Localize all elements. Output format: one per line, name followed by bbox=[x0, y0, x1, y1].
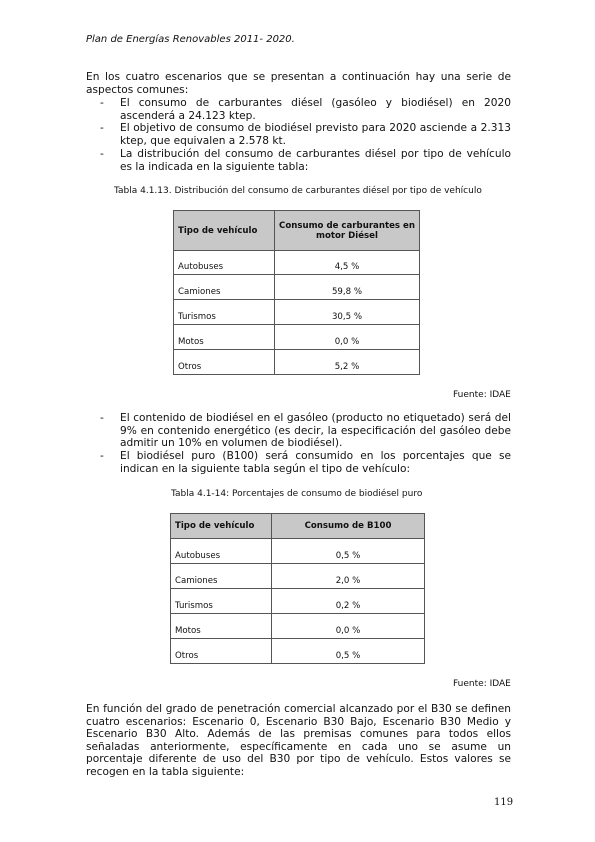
table-cell-vehicle: Camiones bbox=[174, 275, 275, 300]
table-row bbox=[171, 614, 425, 639]
table-cell-value: 30,5 % bbox=[275, 300, 420, 325]
bullet-text: La distribución del consumo de carburantes diésel por tipo de vehículo es la indicada en la siguiente tabla: bbox=[120, 148, 511, 173]
table1-header-consumption: Consumo de carburantes en motor Diésel bbox=[275, 211, 420, 251]
table-cell-value: 0,0 % bbox=[275, 325, 420, 350]
table2-header-consumption: Consumo de B100 bbox=[272, 514, 425, 539]
table-cell-value: 0,0 % bbox=[272, 614, 425, 639]
table-row bbox=[171, 539, 425, 564]
bullet-text: El objetivo de consumo de biodiésel previsto para 2020 asciende a 2.313 ktep, que equivalen a 2.578 kt. bbox=[120, 122, 511, 147]
table-cell-vehicle: Camiones bbox=[171, 564, 272, 589]
table-cell-value: 4,5 % bbox=[275, 251, 420, 275]
page-number: 119 bbox=[494, 797, 514, 808]
bullet-dash: - bbox=[100, 122, 104, 134]
table2-header-vehicle: Tipo de vehículo bbox=[171, 514, 272, 539]
table2-source: Fuente: IDAE bbox=[453, 679, 511, 689]
table-cell-vehicle: Otros bbox=[174, 350, 275, 375]
closing-paragraph: En función del grado de penetración comercial alcanzado por el B30 se definen cuatro escenarios: Escenario 0, Escenario B30 Bajo, Escenario B30 Medio y Escenario B30 Alto. Además de las premisas comunes para todos ellos señaladas anteriormente, específicamente en cada uno se asume un porcentaje diferente de uso del B30 por tipo de vehículo. Estos valores se recogen en la tabla siguiente: bbox=[86, 703, 511, 778]
bullet-text: El biodiésel puro (B100) será consumido en los porcentajes que se indican en la siguiente tabla según el tipo de vehículo: bbox=[120, 450, 511, 475]
table-cell-vehicle: Autobuses bbox=[174, 251, 275, 275]
table-cell-value: 0,5 % bbox=[272, 639, 425, 664]
bullet-dash: - bbox=[100, 148, 104, 160]
table-cell-vehicle: Otros bbox=[171, 639, 272, 664]
bullet-dash: - bbox=[100, 450, 104, 462]
bullet-dash: - bbox=[100, 97, 104, 109]
table1-header-vehicle: Tipo de vehículo bbox=[174, 211, 275, 251]
table2-caption: Tabla 4.1-14: Porcentajes de consumo de biodiésel puro bbox=[171, 489, 423, 499]
table-cell-vehicle: Motos bbox=[171, 614, 272, 639]
table-cell-value: 59,8 % bbox=[275, 275, 420, 300]
running-header: Plan de Energías Renovables 2011- 2020. bbox=[86, 34, 295, 45]
table-cell-vehicle: Turismos bbox=[171, 589, 272, 614]
table2-b100-consumption bbox=[170, 513, 425, 664]
table1-caption: Tabla 4.1.13. Distribución del consumo de carburantes diésel por tipo de vehículo bbox=[114, 186, 482, 196]
table-cell-value: 5,2 % bbox=[275, 350, 420, 375]
table-row bbox=[174, 251, 420, 275]
table-row bbox=[174, 275, 420, 300]
table-cell-vehicle: Turismos bbox=[174, 300, 275, 325]
table-cell-vehicle: Motos bbox=[174, 325, 275, 350]
table-cell-value: 0,2 % bbox=[272, 589, 425, 614]
table-row bbox=[171, 589, 425, 614]
table-cell-value: 0,5 % bbox=[272, 539, 425, 564]
intro-paragraph: En los cuatro escenarios que se presentan a continuación hay una serie de aspectos comunes: bbox=[86, 71, 511, 96]
table1-diesel-distribution bbox=[173, 210, 420, 375]
bullet-dash: - bbox=[100, 412, 104, 424]
table-row bbox=[174, 325, 420, 350]
bullet-text: El consumo de carburantes diésel (gasóleo y biodiésel) en 2020 ascenderá a 24.123 ktep. bbox=[120, 97, 511, 122]
bullet-text: El contenido de biodiésel en el gasóleo (producto no etiquetado) será del 9% en contenido energético (es decir, la especificación del gasóleo debe admitir un 10% en volumen de biodiésel). bbox=[120, 412, 511, 450]
table-row bbox=[174, 350, 420, 375]
table-row bbox=[171, 564, 425, 589]
table1-source: Fuente: IDAE bbox=[453, 390, 511, 400]
table-cell-value: 2,0 % bbox=[272, 564, 425, 589]
table-row bbox=[171, 639, 425, 664]
table-row bbox=[174, 300, 420, 325]
table-cell-vehicle: Autobuses bbox=[171, 539, 272, 564]
